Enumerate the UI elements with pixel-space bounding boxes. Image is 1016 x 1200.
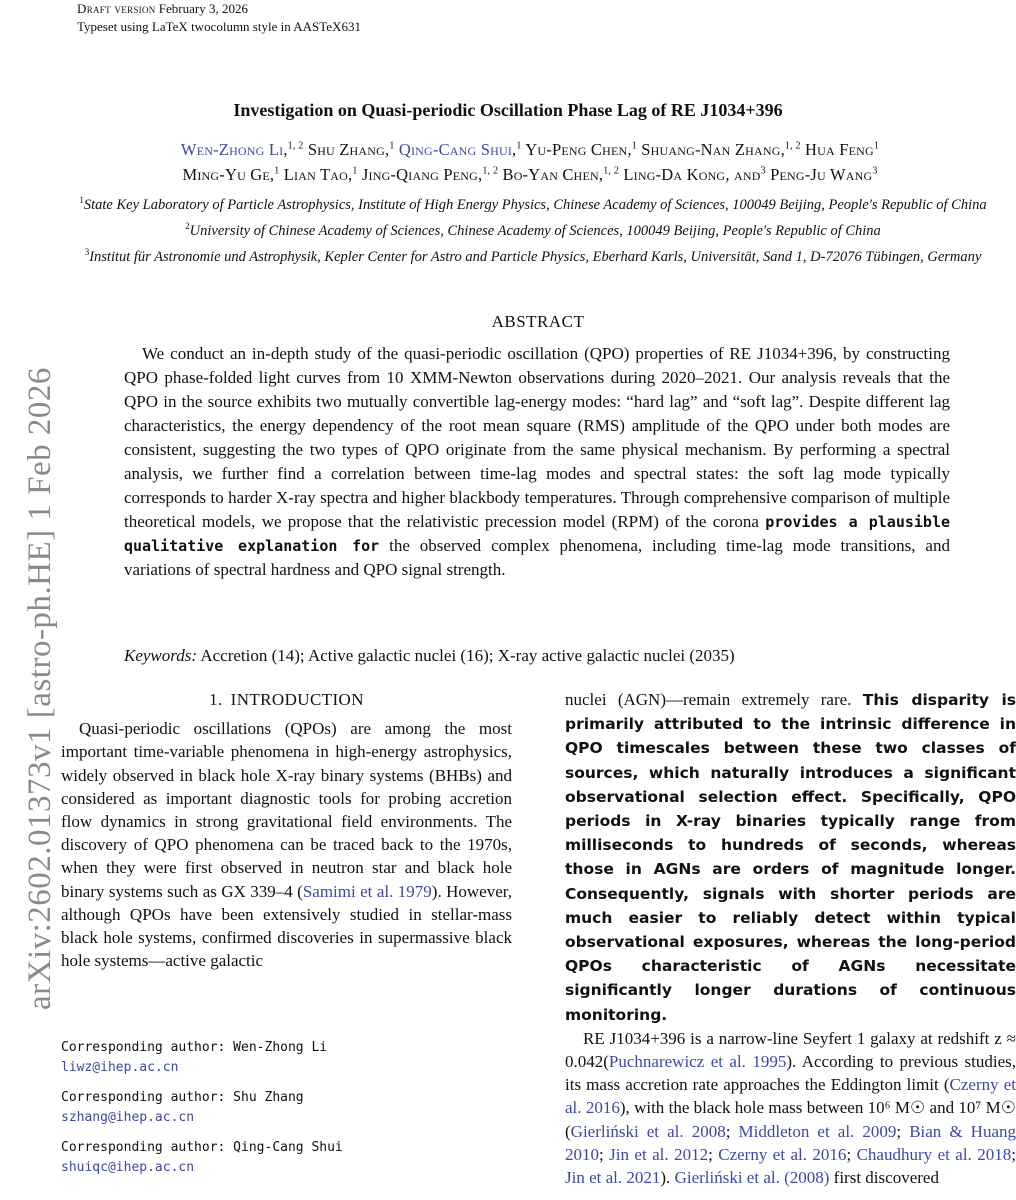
draft-line <box>77 0 361 18</box>
left-column <box>61 688 512 972</box>
author: Jing-Qiang Peng,$^{1, 2}$ <box>361 165 499 184</box>
keywords-text: Accretion (14); Active galactic nuclei (16); X-ray active galactic nuclei (2035) <box>200 646 735 665</box>
citation-link[interactable]: Gierliński et al. 2008 <box>570 1121 726 1141</box>
affiliation: $^3$Institut für Astronomie und Astrophysik, Kepler Center for Astro and Particle Physics, Eberhard Karls, Universität, Sand 1, D-72076 Tübingen, Germany <box>84 246 982 265</box>
author: Shuang-Nan Zhang,$^{1, 2}$ <box>641 139 801 159</box>
arxiv-sidebar-id: arXiv:2602.01373v1 [astro-ph.HE] 1 Feb 2026 <box>22 367 58 1010</box>
affiliation: $^1$State Key Laboratory of Particle Astrophysics, Institute of High Energy Physics, Chinese Academy of Sciences, 100049 Beijing, People's Republic of China <box>79 195 987 213</box>
abstract-heading: ABSTRACT <box>491 312 585 331</box>
right-column <box>565 688 1016 1189</box>
author: Ming-Yu Ge,$^1$ <box>182 165 280 184</box>
footnote: Corresponding author: Wen-Zhong Li liwz@ihep.ac.cn <box>61 1038 512 1078</box>
citation-link[interactable]: Gierliński et al. <box>674 1168 780 1188</box>
author: Yu-Peng Chen,$^1$ <box>525 139 637 159</box>
email-link[interactable]: szhang@ihep.ac.cn <box>61 1110 195 1125</box>
author: Peng-Ju Wang$^3$ <box>770 165 878 184</box>
draft-prefix: Draft version <box>77 1 156 16</box>
typeset-line: Typeset using LaTeX twocolumn style in AASTeX631 <box>77 19 361 34</box>
intro-paragraph-1-cont: nuclei (AGN)—remain extremely rare. This disparity is primarily attributed to the intrinsic difference in QPO timescales between these two classes of sources, which naturally introduces a significant observational selection effect. Specifically, QPO periods in X-ray binaries typically range from milliseconds to hundreds of seconds, whereas those in AGNs are orders of magnitude longer. Consequently, signals with shorter periods are much easier to reliably detect within typical observational exposures, whereas the long-period QPOs characteristic of AGNs necessitate significantly longer durations of continuous monitoring. <box>565 690 1016 1024</box>
citation-link[interactable]: Middleton et al. 2009 <box>738 1121 897 1141</box>
abstract-bold-phrase: provides a plausible qualitative explanation for <box>124 513 951 555</box>
author-list <box>60 135 1000 186</box>
citation-link[interactable]: Chaudhury et al. 2018 <box>856 1144 1012 1164</box>
citation-link[interactable]: Jin et al. 2021 <box>565 1168 661 1188</box>
page-header <box>77 0 361 36</box>
citation-link[interactable]: (2008) <box>784 1168 830 1188</box>
citation-link[interactable]: Samimi et al. 1979 <box>302 881 432 901</box>
intro-paragraph-2: RE J1034+396 is a narrow-line Seyfert 1 galaxy at redshift z ≈ 0.042(Puchnarewicz et al. 1995). According to previous studies, its mass accretion rate approaches the Eddington limit (Czerny et al. 2016), with the black hole mass between 10⁶ M☉ and 10⁷ M☉ (Gierliński et al. 2008; Middleton et al. 2009; Bian & Huang 2010; Jin et al. 2012; Czerny et al. 2016; Chaudhury et al. 2018; Jin et al. 2021). Gierliński et al. (2008) first discovered <box>565 1028 1016 1188</box>
footnote: Corresponding author: Qing-Cang Shui shuiqc@ihep.ac.cn <box>61 1138 512 1178</box>
author: Shu Zhang,$^1$ <box>307 139 395 159</box>
section-heading: 1. INTRODUCTION <box>209 690 364 709</box>
author[interactable]: Wen-Zhong Li,$^{1, 2}$ <box>180 139 304 159</box>
citation-link[interactable]: Puchnarewicz et al. 1995 <box>608 1052 787 1072</box>
citation-link[interactable]: Bian & Huang 2010 <box>565 1121 1016 1164</box>
keywords <box>124 645 974 667</box>
email-link[interactable]: liwz@ihep.ac.cn <box>61 1060 179 1075</box>
keywords-label: Keywords: <box>124 646 198 665</box>
paper-title: Investigation on Quasi-periodic Oscillation Phase Lag of RE J1034+396 <box>233 100 783 120</box>
citation-link[interactable]: Jin et al. 2012 <box>609 1144 709 1164</box>
citation-link[interactable]: Czerny et al. 2016 <box>565 1075 1016 1118</box>
intro-paragraph-1: Quasi-periodic oscillations (QPOs) are among the most important time-variable phenomena in high-energy astrophysics, widely observed in black hole X-ray binary systems (BHBs) and considered as important diagnostic tools for probing accretion flow dynamics in strong gravitational field environments. The discovery of QPO phenomena can be traced back to the 1970s, when they were first observed in neutron star and black hole binary systems such as GX 339–4 (Samimi et al. 1979). However, although QPOs have been extensively studied in stellar-mass black hole systems, confirmed discoveries in supermassive black hole systems—active galactic <box>61 719 512 971</box>
citation-link[interactable]: Czerny et al. 2016 <box>718 1144 847 1164</box>
author: Lian Tao,$^1$ <box>283 165 358 184</box>
draft-date: February 3, 2026 <box>158 1 248 16</box>
author: Ling-Da Kong, and$^3$ <box>623 165 766 184</box>
author: Bo-Yan Chen,$^{1, 2}$ <box>502 165 620 184</box>
author[interactable]: Qing-Cang Shui,$^1$ <box>398 139 522 159</box>
bold-emphasis: This disparity is primarily attributed to the intrinsic difference in QPO timescales between these two classes of sources, which naturally introduces a significant observational selection effect. Specifically, QPO periods in X-ray binaries typically range from milliseconds to hundreds of seconds, whereas those in AGNs are orders of magnitude longer. Consequently, signals with shorter periods are much easier to reliably detect within typical observational exposures, whereas the long-period QPOs characteristic of AGNs necessitate significantly longer durations of continuous monitoring. <box>565 691 1016 1024</box>
affiliation: $^2$University of Chinese Academy of Sciences, Chinese Academy of Sciences, 100049 Beijing, People's Republic of China <box>185 220 881 239</box>
author: Hua Feng$^1$ <box>805 139 880 159</box>
abstract-body: We conduct an in-depth study of the quasi-periodic oscillation (QPO) properties of RE J1034+396, by constructing QPO phase-folded light curves from 10 XMM-Newton observations during 2020–2021. Our analysis reveals that the QPO in the source exhibits two mutually convertible lag-energy modes: “hard lag” and “soft lag”. Despite different lag characteristics, the energy dependency of the root mean square (RMS) amplitude of the QPO under both modes are consistent, suggesting the two types of QPO originate from the same physical mechanism. By performing a spectral analysis, we further find a correlation between time-lag modes and spectral states: the soft lag mode typically corresponds to harder X-ray spectra and higher blackbody temperatures. Through comprehensive comparison of multiple theoretical models, we propose that the relativistic precession model (RPM) of the corona provides a plausible qualitative explanation for the observed complex phenomena, including time-lag mode transitions, and variations of spectral hardness and QPO signal strength. <box>124 344 951 579</box>
footnotes <box>61 1038 512 1188</box>
affiliations <box>50 190 1016 267</box>
footnote: Corresponding author: Shu Zhang szhang@ihep.ac.cn <box>61 1088 512 1128</box>
email-link[interactable]: shuiqc@ihep.ac.cn <box>61 1160 195 1175</box>
